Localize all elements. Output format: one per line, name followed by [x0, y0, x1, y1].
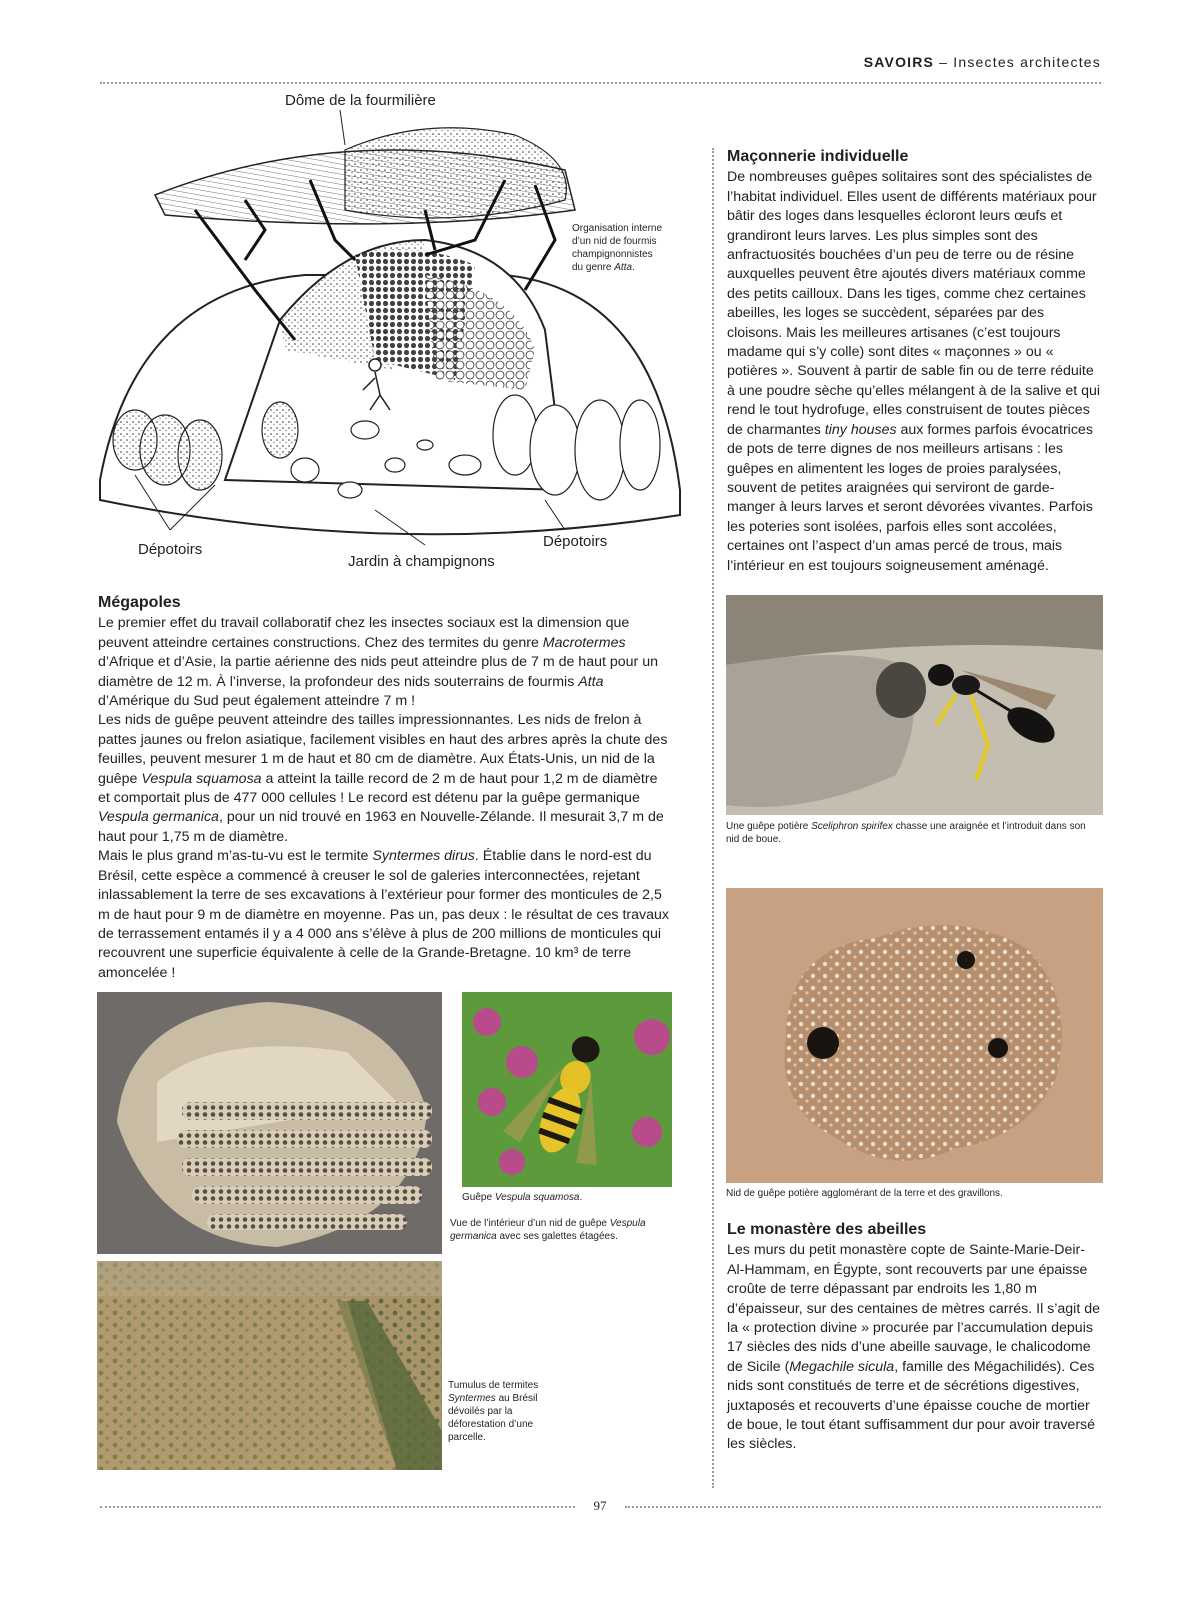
- megapoles-paragraph-3: Mais le plus grand m’as-tu-vu est le termite Syntermes dirus. Établie dans le nord-est du Brésil, cette espèce a commencé à creuser le sol de galeries interconnectées, rejetant inlassablement la terre de ses excavations à l’extérieur pour former des monticules de 2,5 m de haut pour 9 m de diamètre en moyenne. Pas un, pas deux : le résultat de ces travaux de terrassement entamés il y a 4 000 ans s’élève à plus de 200 millions de monticules qui recouvrent une superficie équivalente à celle de la Grande-Bretagne. 10 km³ de terre amoncelée !: [98, 848, 669, 981]
- diagram-caption-line: champignonnistes: [572, 249, 653, 260]
- diagram-caption: [572, 222, 682, 274]
- header-rule: [100, 82, 1101, 84]
- megapoles-paragraph-2: Les nids de guêpe peuvent atteindre des tailles impressionnantes. Les nids de frelon à pattes jaunes ou frelon asiatique, facilement visibles en haut des arbres après la chute des feuilles, peuvent mesurer 1 m de haut et 80 cm de diamètre. Aux États-Unis, un nid de la guêpe Vespula squamosa a atteint la taille record de 2 m de haut pour 1,2 m de diamètre et comportait plus de 477 000 cellules ! Le record est détenu par la guêpe germanique Vespula germanica, pour un nid trouvé en 1963 en Nouvelle-Zélande. Il mesurait 3,7 m de haut pour 1,75 m de diamètre.: [98, 712, 668, 845]
- diagram-caption-line: Organisation interne: [572, 223, 663, 234]
- ant-nest-drawing: [95, 90, 685, 590]
- monastere-paragraph: Les murs du petit monastère copte de Sainte-Marie-Deir-Al-Hammam, en Égypte, sont recouverts par une épaisse croûte de terre dépassant par endroits les 1,80 m d’épaisseur, sur des centaines de mètres carrés. Il s’agit de la « protection divine » procurée par l’accumulation depuis 17 siècles des nids d’une abeille sauvage, le chalicodome de Sicile (Megachile sicula, famille des Mégachilidés). Ces nids sont constitués de terre et de sécrétions digestives, juxtaposés et recouverts d’une épaisse couche de mortier de boue, le tout étant suffisamment dur pour avoir traversé les siècles.: [727, 1242, 1101, 1453]
- label-left-depot: Dépotoirs: [138, 541, 203, 558]
- running-header: [100, 54, 1101, 80]
- header-section: SAVOIRS: [863, 54, 935, 70]
- potiere-caption: Une guêpe potière Sceliphron spirifex chasse une araignée et l’introduit dans son nid de boue.: [726, 821, 1086, 845]
- page-number: 97: [593, 1498, 607, 1513]
- monastere-section: [727, 1220, 1102, 1455]
- label-garden: Jardin à champignons: [348, 553, 495, 570]
- maconnerie-section: [727, 147, 1102, 576]
- gravillons-caption: Nid de guêpe potière agglomérant de la terre et des gravillons.: [726, 1188, 1003, 1199]
- maconnerie-paragraph: De nombreuses guêpes solitaires sont des spécialistes de l’habitat individuel. Elles usent de différents matériaux pour bâtir des loges dans lesquelles écloront leurs œufs et grandiront leurs larves. Les plus simples sont des anfractuosités bouchées d’un peu de terre ou de résine auxquelles peuvent être ajoutés divers matériaux comme des petits cailloux. Dans les tiges, comme chez certaines abeilles, les loges se succèdent, séparées par des cloisons. Mais les meilleures artisanes (c’est toujours madame qui s’y colle) sont dites « maçonnes » ou « potières ». Souvent à partir de sable fin ou de terre réduite à une poudre sèche qu’elles mélangent à de la salive et qui rend le tout hydrofuge, elles construisent de toutes pièces de charmantes tiny houses aux formes parfois évocatrices de pots de terre dignes de nos meilleurs artisans : les guêpes en alimentent les loges de proies paralysées, souvent de petites araignées qui serviront de garde-manger à leurs larves et seront dévorées vivantes. Parfois les poteries sont isolées, parfois elles sont accolées, certaines ont l’aspect d’un amas percé de trous, mais l’intérieur en est toujours soigneusement aménagé.: [727, 169, 1101, 574]
- squamosa-caption: Guêpe Vespula squamosa.: [462, 1192, 583, 1203]
- megapoles-title: Mégapoles: [98, 594, 181, 611]
- megapoles-paragraph-1: Le premier effet du travail collaboratif chez les insectes sociaux est la dimension que peuvent atteindre certaines constructions. Chez des termites du genre Macrotermes d’Afrique et d’Asie, la partie aérienne des nids peut atteindre plus de 7 m de haut pour un diamètre de 12 m. À l’inverse, la profondeur des nids souterrains de fourmis Atta d’Amérique du Sud peut également atteindre 7 m !: [98, 615, 658, 710]
- label-right-depot: Dépotoirs: [543, 533, 608, 550]
- germanica-caption: Vue de l’intérieur d’un nid de guêpe Vespula germanica avec ses galettes étagées.: [450, 1218, 646, 1242]
- wasp-nest-germanica-photo: [97, 992, 442, 1254]
- megapoles-section: [98, 593, 673, 983]
- termites-caption: Tumulus de termites Syntermes au Brésil dévoilés par la déforestation d’une parcelle.: [448, 1380, 539, 1443]
- potter-nest-gravel-photo: [726, 888, 1103, 1183]
- maconnerie-title: Maçonnerie individuelle: [727, 148, 909, 165]
- header-separator: –: [934, 54, 954, 70]
- wasp-squamosa-photo: [462, 992, 672, 1187]
- potter-wasp-spider-photo: [726, 595, 1103, 815]
- diagram-caption-line: d’un nid de fourmis: [572, 236, 657, 247]
- ant-nest-diagram: [95, 90, 685, 590]
- label-dome: Dôme de la fourmilière: [285, 92, 436, 109]
- termite-mounds-photo: [97, 1261, 442, 1470]
- diagram-caption-line: du genre Atta.: [572, 262, 635, 273]
- footer-rule-left: [100, 1506, 575, 1508]
- header-topic: Insectes architectes: [953, 54, 1101, 70]
- monastere-title: Le monastère des abeilles: [727, 1221, 927, 1238]
- column-rule: [712, 148, 714, 1488]
- footer-rule-right: [625, 1506, 1101, 1508]
